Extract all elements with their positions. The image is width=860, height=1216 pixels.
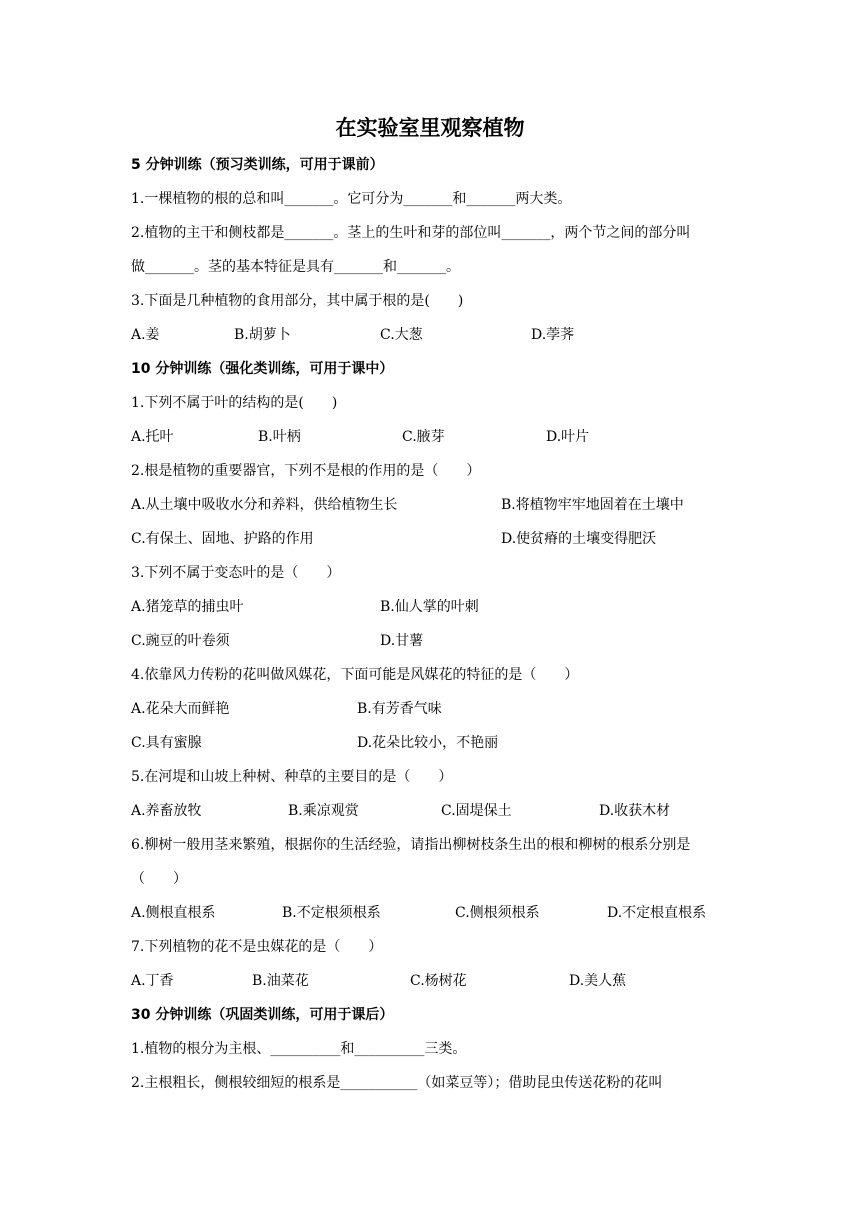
option-d: D.收获木材 (599, 803, 671, 819)
option-a: A.姜 (131, 327, 160, 343)
option-d: D.叶片 (546, 429, 590, 445)
option-d: D.不定根直根系 (607, 905, 707, 921)
option-b: B.叶柄 (258, 429, 301, 445)
option-c: C.有保土、固地、护路的作用 (131, 531, 314, 547)
option-d: D.甘薯 (380, 633, 424, 649)
option-c: C.具有蜜腺 (131, 735, 202, 751)
question-text: 3.下面是几种植物的食用部分，其中属于根的是( ) (131, 293, 464, 309)
option-d: D.荸荠 (531, 327, 575, 343)
question-text: 3.下列不属于变态叶的是（ ） (131, 565, 341, 581)
section-heading-5min: 5 分钟训练（预习类训练，可用于课前） (131, 157, 384, 173)
question-text-continued: 做_______。茎的基本特征是具有_______和_______。 (131, 259, 460, 275)
option-b: B.油菜花 (252, 973, 309, 989)
option-c: C.大葱 (380, 327, 423, 343)
option-c: C.固堤保土 (441, 803, 512, 819)
option-a: A.侧根直根系 (131, 905, 216, 921)
option-d: D.美人蕉 (569, 973, 627, 989)
option-b: B.将植物牢牢地固着在土壤中 (501, 497, 684, 513)
page-title: 在实验室里观察植物 (335, 116, 525, 140)
option-a: A.托叶 (131, 429, 174, 445)
option-b: B.有芳香气味 (357, 701, 442, 717)
option-b: B.胡萝卜 (234, 327, 291, 343)
question-text: 7.下列植物的花不是虫媒花的是（ ） (131, 939, 383, 955)
section-heading-10min: 10 分钟训练（强化类训练，可用于课中） (131, 361, 394, 377)
question-text: 1.植物的根分为主根、__________和__________三类。 (131, 1041, 467, 1057)
option-c: C.豌豆的叶卷须 (131, 633, 230, 649)
question-text: 5.在河堤和山坡上种树、种草的主要目的是（ ） (131, 769, 453, 785)
question-text: 6.柳树一般用茎来繁殖，根据你的生活经验，请指出柳树枝条生出的根和柳树的根系分别是 (131, 837, 691, 853)
option-a: A.丁香 (131, 973, 174, 989)
option-a: A.花朵大而鲜艳 (131, 701, 230, 717)
option-d: D.使贫瘠的土壤变得肥沃 (501, 531, 657, 547)
option-b: B.乘凉观赏 (288, 803, 359, 819)
option-c: C.杨树花 (410, 973, 467, 989)
option-d: D.花朵比较小，不艳丽 (357, 735, 499, 751)
option-c: C.侧根须根系 (455, 905, 540, 921)
question-text: 2.植物的主干和侧枝都是_______。茎上的生叶和芽的部位叫_______，两个节之间的部分叫 (131, 225, 691, 241)
option-c: C.腋芽 (402, 429, 445, 445)
question-text: 2.主根粗长，侧根较细短的根系是___________（如菜豆等）；借助昆虫传送花粉的花叫 (131, 1075, 663, 1091)
question-text: 4.依靠风力传粉的花叫做风媒花，下面可能是风媒花的特征的是（ ） (131, 667, 579, 683)
option-a: A.从土壤中吸收水分和养料，供给植物生长 (131, 497, 398, 513)
question-text: 2.根是植物的重要器官，下列不是根的作用的是（ ） (131, 463, 481, 479)
option-b: B.不定根须根系 (282, 905, 381, 921)
option-b: B.仙人掌的叶刺 (380, 599, 479, 615)
question-text: 1.一棵植物的根的总和叫_______。它可分为_______和_______两大类。 (131, 191, 572, 207)
option-a: A.猪笼草的捕虫叶 (131, 599, 244, 615)
question-text-continued: （ ） (131, 871, 187, 887)
section-heading-30min: 30 分钟训练（巩固类训练，可用于课后） (131, 1007, 394, 1023)
question-text: 1.下列不属于叶的结构的是( ) (131, 395, 338, 411)
option-a: A.养畜放牧 (131, 803, 202, 819)
